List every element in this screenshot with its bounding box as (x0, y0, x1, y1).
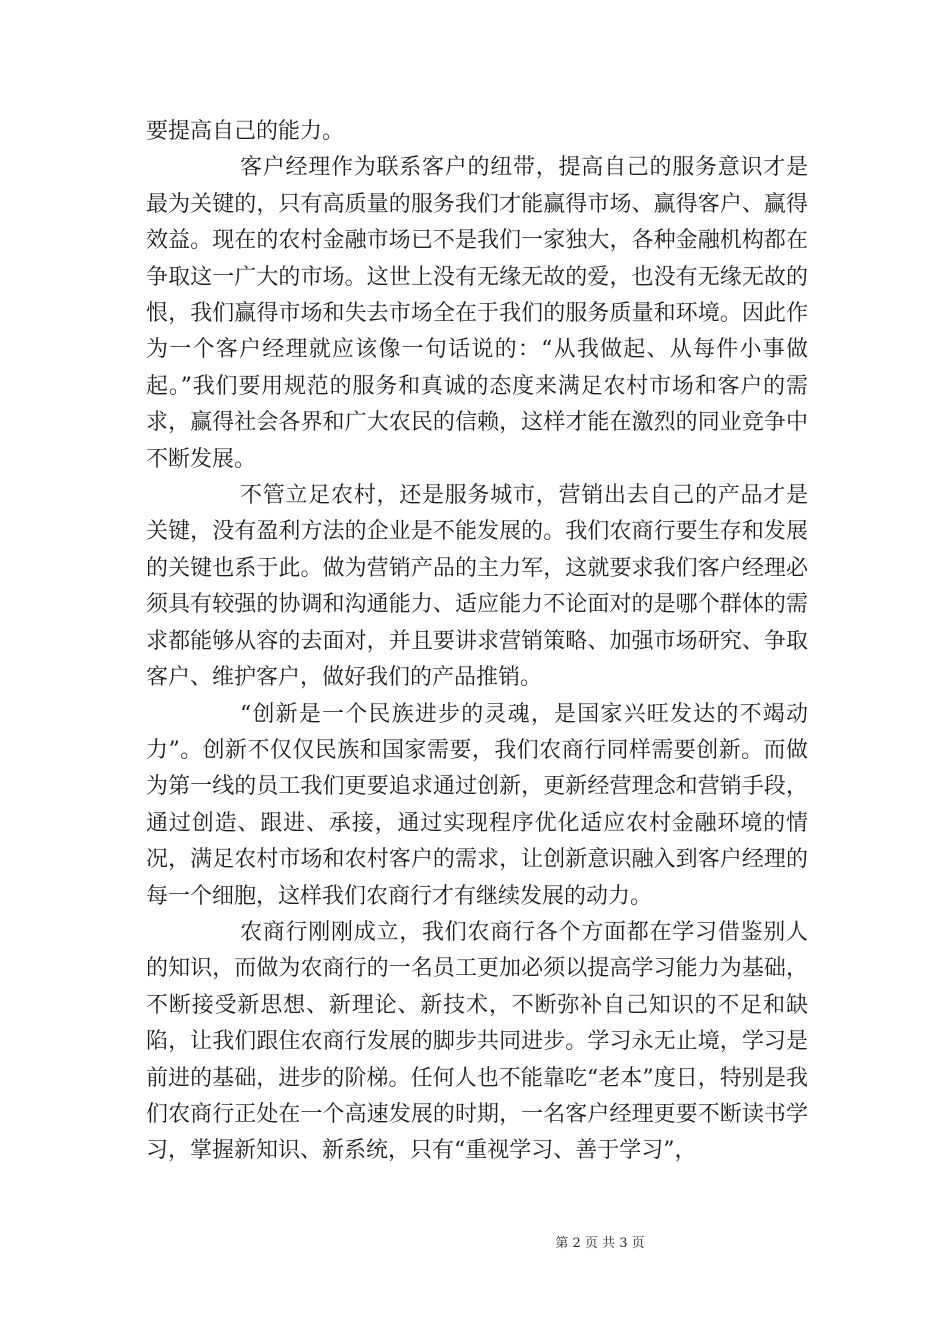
paragraph-5: 农商行刚刚成立，我们农商行各个方面都在学习借鉴别人的知识，而做为农商行的一名员工更加必须以提高学习能力为基础，不断接受新思想、新理论、新技术，不断弥补自己知识的不足和缺陷，让我们跟住农商行发展的脚步共同进步。学习永无止境，学习是前进的基础，进步的阶梯。任何人也不能靠吃“老本”度日，特别是我们农商行正处在一个高速发展的时期，一名客户经理更要不断读书学习，掌握新知识、新系统，只有“重视学习、善于学习”， (146, 919, 808, 1164)
page-number-footer: 第 2 页 共 3 页 (555, 1236, 645, 1251)
paragraph-1: 要提高自己的能力。 (146, 119, 345, 144)
paragraph-2: 客户经理作为联系客户的纽带，提高自己的服务意识才是最为关键的，只有高质量的服务我们才能赢得市场、赢得客户、赢得效益。现在的农村金融市场已不是我们一家独大，各种金融机构都在争取这一广大的市场。这世上没有无缘无故的爱，也没有无缘无故的恨，我们赢得市场和失去市场全在于我们的服务质量和环境。因此作为一个客户经理就应该像一句话说的：“从我做起、从每件小事做起。”我们要用规范的服务和真诚的态度来满足农村市场和客户的需求，赢得社会各界和广大农民的信赖，这样才能在激烈的同业竞争中不断发展。 (146, 155, 808, 472)
paragraph-3: 不管立足农村，还是服务城市，营销出去自己的产品才是关键，没有盈利方法的企业是不能发展的。我们农商行要生存和发展的关键也系于此。做为营销产品的主力军，这就要求我们客户经理必须具有较强的协调和沟通能力、适应能力不论面对的是哪个群体的需求都能够从容的去面对，并且要讲求营销策略、加强市场研究、争取客户、维护客户，做好我们的产品推销。 (146, 483, 808, 691)
paragraph-4: “创新是一个民族进步的灵魂，是国家兴旺发达的不竭动力”。创新不仅仅民族和国家需要，我们农商行同样需要创新。而做为第一线的员工我们更要追求通过创新，更新经营理念和营销手段，通过创造、跟进、承接，通过实现程序优化适应农村金融环境的情况，满足农村市场和农村客户的需求，让创新意识融入到客户经理的每一个细胞，这样我们农商行才有继续发展的动力。 (146, 701, 808, 909)
document-body (146, 114, 808, 1170)
